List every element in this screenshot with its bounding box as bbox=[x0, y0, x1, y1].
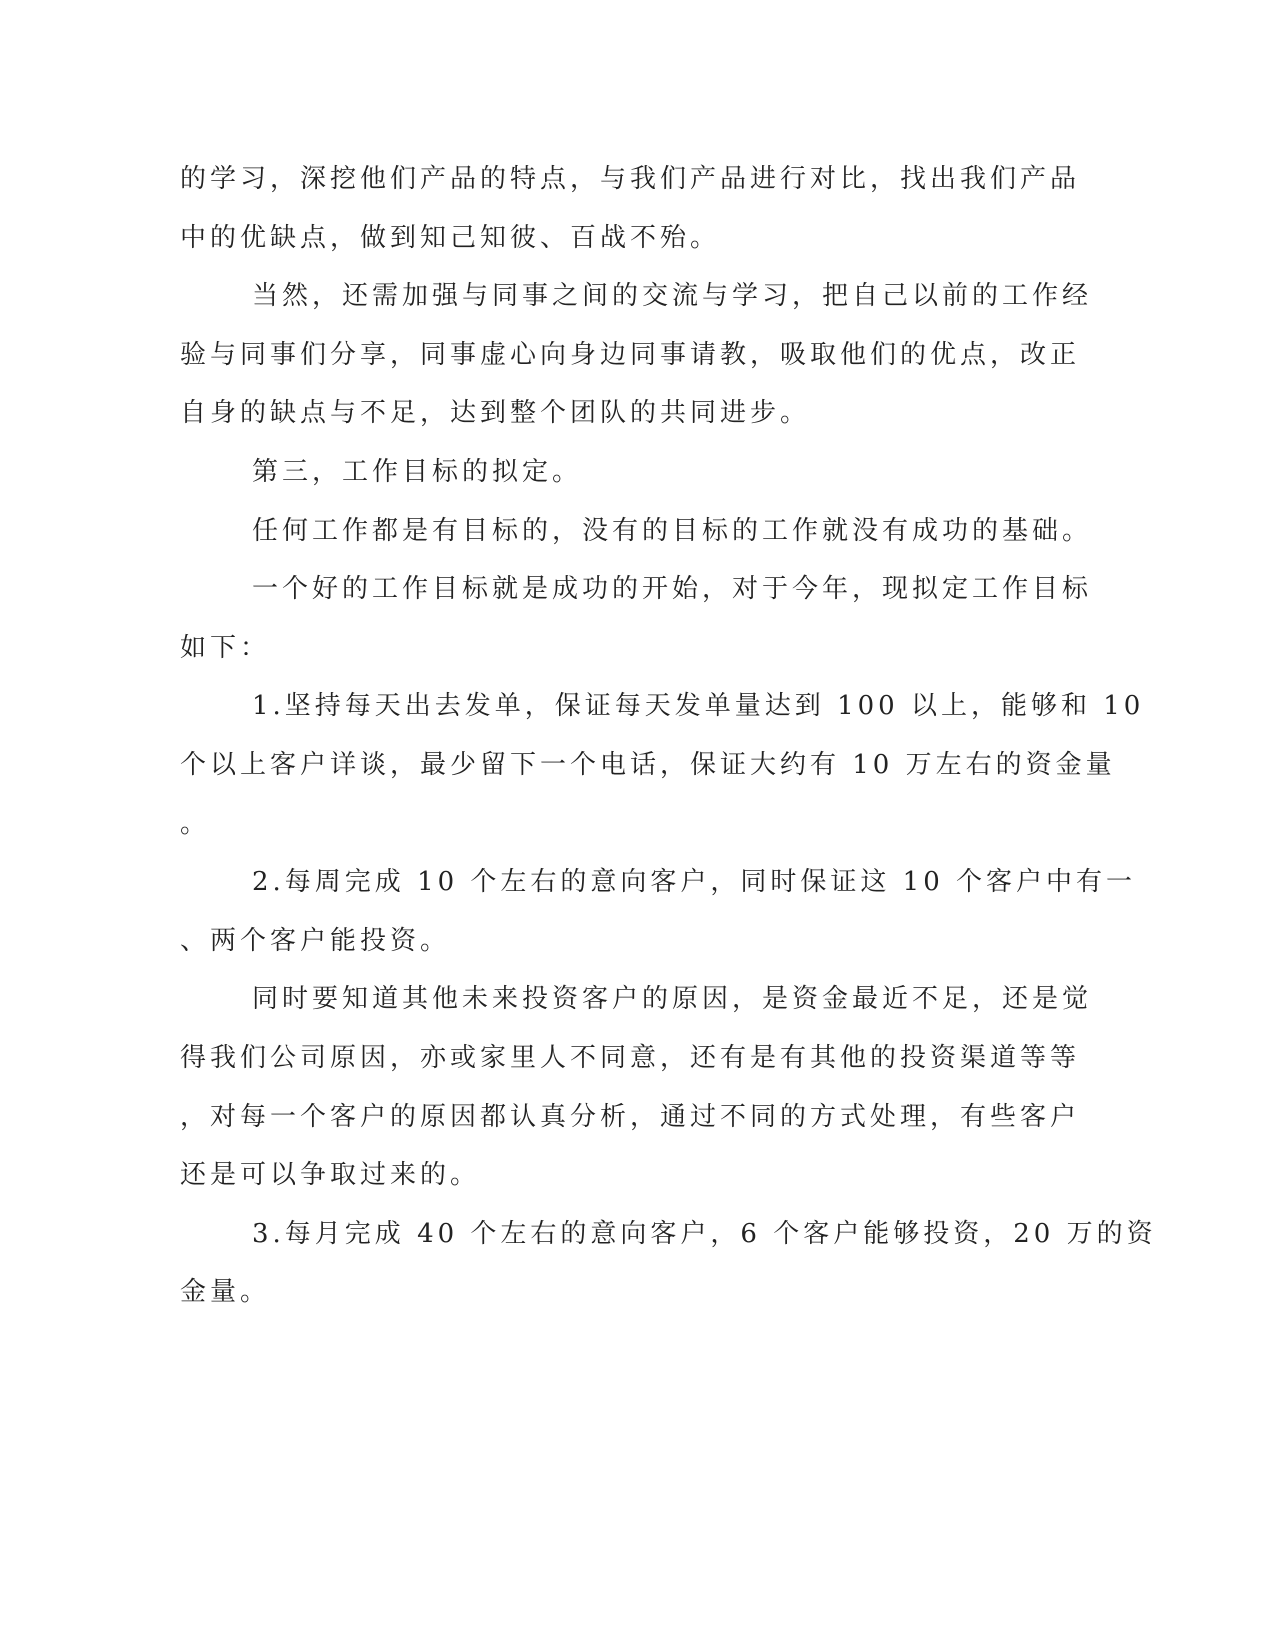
paragraph-first-line: 一个好的工作目标就是成功的开始，对于今年，现拟定工作目标 bbox=[252, 574, 1093, 605]
text-line: 验与同事们分享，同事虚心向身边同事请教，吸取他们的优点，改正 bbox=[180, 339, 1081, 370]
paragraph-first-line: 任何工作都是有目标的，没有的目标的工作就没有成功的基础。 bbox=[252, 515, 1093, 546]
paragraph-first-line: 当然，还需加强与同事之间的交流与学习，把自己以前的工作经 bbox=[252, 281, 1093, 312]
text-line: 还是可以争取过来的。 bbox=[180, 1160, 481, 1191]
text-line: 金量。 bbox=[180, 1277, 271, 1308]
text-line: 。 bbox=[180, 808, 211, 839]
text-line: 自身的缺点与不足，达到整个团队的共同进步。 bbox=[180, 398, 811, 429]
text-line: 得我们公司原因，亦或家里人不同意，还有是有其他的投资渠道等等 bbox=[180, 1042, 1081, 1073]
text-line: 、两个客户能投资。 bbox=[180, 925, 451, 956]
text-line: 中的优缺点，做到知己知彼、百战不殆。 bbox=[180, 222, 721, 253]
document-body bbox=[180, 150, 1157, 1322]
list-item-first-line: 1.坚持每天出去发单，保证每天发单量达到 100 以上，能够和 10 bbox=[252, 691, 1145, 722]
section-heading: 第三，工作目标的拟定。 bbox=[252, 456, 583, 487]
list-item-first-line: 3.每月完成 40 个左右的意向客户，6 个客户能够投资，20 万的资 bbox=[252, 1218, 1157, 1249]
text-line: 个以上客户详谈，最少留下一个电话，保证大约有 10 万左右的资金量 bbox=[180, 749, 1116, 780]
text-line: 如下： bbox=[180, 632, 271, 663]
list-item-first-line: 2.每周完成 10 个左右的意向客户，同时保证这 10 个客户中有一 bbox=[252, 867, 1137, 898]
paragraph-first-line: 同时要知道其他未来投资客户的原因，是资金最近不足，还是觉 bbox=[252, 984, 1093, 1015]
text-line: 的学习，深挖他们产品的特点，与我们产品进行对比，找出我们产品 bbox=[180, 164, 1081, 194]
text-line: ，对每一个客户的原因都认真分析，通过不同的方式处理，有些客户 bbox=[180, 1101, 1081, 1132]
